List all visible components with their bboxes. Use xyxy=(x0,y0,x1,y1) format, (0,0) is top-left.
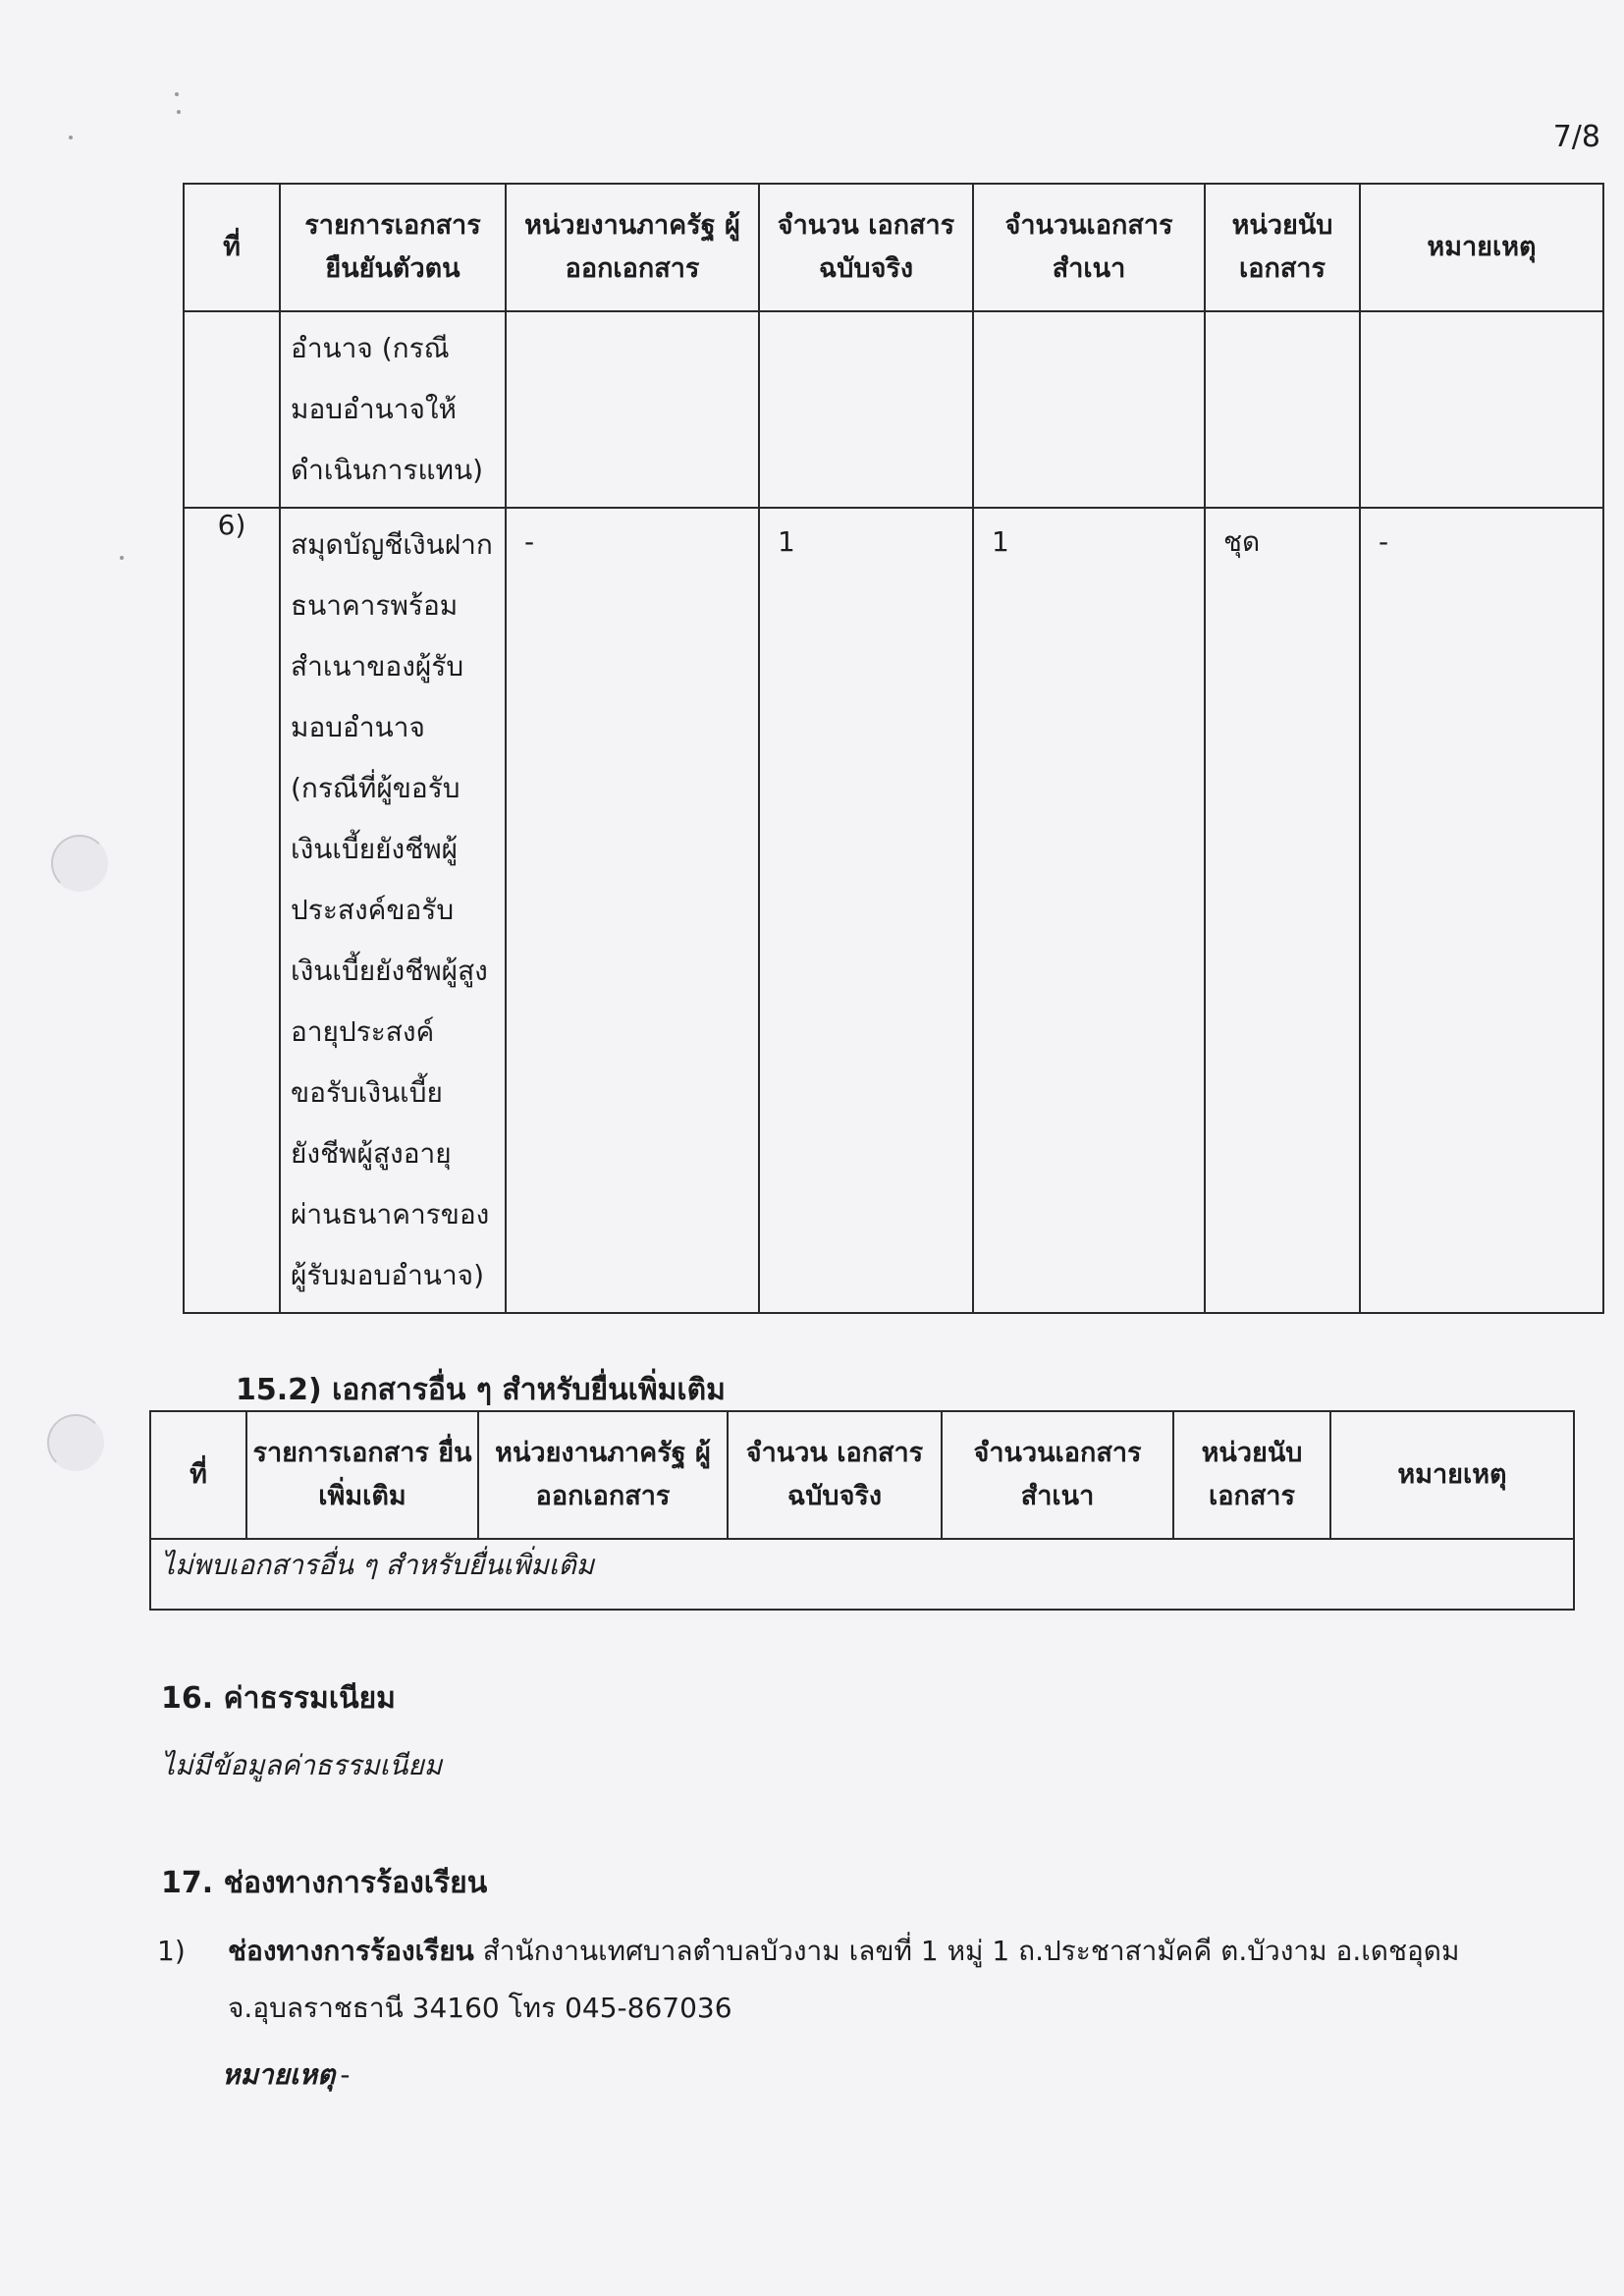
col-header-original: จำนวน เอกสาร ฉบับจริง xyxy=(728,1411,942,1539)
identity-documents-table xyxy=(183,183,1604,1314)
remark-value: - xyxy=(1379,525,1389,558)
cell-original xyxy=(759,311,973,508)
table-row-empty xyxy=(150,1539,1574,1610)
copies-count: 1 xyxy=(992,525,1009,558)
empty-cell xyxy=(150,1539,1574,1610)
complaint-item-number: 1) xyxy=(157,1935,186,1967)
cell-remark xyxy=(1360,311,1603,508)
cell-item xyxy=(280,508,506,1313)
item-text: อำนาจ (กรณีมอบอำนาจให้ดำเนินการแทน) xyxy=(291,332,484,486)
original-count: 1 xyxy=(778,525,795,558)
cell-original xyxy=(759,508,973,1313)
col-header-remark: หมายเหตุ xyxy=(1330,1411,1574,1539)
col-header-item: รายการเอกสาร ยืนยันตัวตน xyxy=(280,184,506,311)
col-header-item: รายการเอกสาร ยื่นเพิ่มเติม xyxy=(246,1411,478,1539)
col-header-agency: หน่วยงานภาครัฐ ผู้ออกเอกสาร xyxy=(478,1411,728,1539)
col-header-remark: หมายเหตุ xyxy=(1360,184,1603,311)
cell-agency xyxy=(506,508,759,1313)
empty-message: ไม่พบเอกสารอื่น ๆ สำหรับยื่นเพิ่มเติม xyxy=(161,1549,595,1581)
col-header-agency: หน่วยงานภาครัฐ ผู้ออกเอกสาร xyxy=(506,184,759,311)
cell-unit xyxy=(1205,311,1360,508)
col-header-no: ที่ xyxy=(150,1411,246,1539)
col-header-unit: หน่วยนับ เอกสาร xyxy=(1205,184,1360,311)
item-text: สมุดบัญชีเงินฝากธนาคารพร้อมสำเนาของผู้รับมอบอำนาจ (กรณีที่ผู้ขอรับเงินเบี้ยยังชีพผู้ประสงค์ขอรับเงินเบี้ยยังชีพผู้สูงอายุประสงค์ขอรับเงินเบี้ยยังชีพผู้สูงอายุผ่านธนาคารของผู้รับมอบอำนาจ) xyxy=(291,528,493,1291)
section-17-title: 17. ช่องทางการร้องเรียน xyxy=(161,1866,488,1900)
additional-documents-table xyxy=(149,1410,1575,1611)
complaint-address-line2: จ.อุบลราชธานี 34160 โทร 045-867036 xyxy=(228,1992,732,2024)
remark-dash: - xyxy=(340,2058,351,2091)
col-header-no: ที่ xyxy=(184,184,280,311)
cell-agency xyxy=(506,311,759,508)
complaint-address: สำนักงานเทศบาลตำบลบัวงาม เลขที่ 1 หมู่ 1 ถ.ประชาสามัคคี ต.บัวงาม อ.เดชอุดม xyxy=(482,1935,1460,1967)
table-row xyxy=(184,508,1603,1313)
scan-speck xyxy=(177,110,181,114)
scan-speck xyxy=(175,92,179,96)
col-header-original: จำนวน เอกสาร ฉบับจริง xyxy=(759,184,973,311)
col-header-unit: หน่วยนับ เอกสาร xyxy=(1173,1411,1330,1539)
col-header-copies: จำนวนเอกสาร สำเนา xyxy=(942,1411,1173,1539)
complaint-remark xyxy=(222,2047,350,2104)
complaint-label: ช่องทางการร้องเรียน xyxy=(228,1935,474,1967)
fee-note: ไม่มีข้อมูลค่าธรรมเนียม xyxy=(161,1749,443,1781)
remark-label: หมายเหตุ xyxy=(222,2058,336,2091)
col-header-copies: จำนวนเอกสาร สำเนา xyxy=(973,184,1205,311)
cell-no: 6) xyxy=(184,508,280,1313)
punch-hole xyxy=(47,1414,104,1471)
punch-hole xyxy=(51,835,108,892)
scan-speck xyxy=(120,556,124,560)
page-number: 7/8 xyxy=(1552,120,1600,154)
cell-item xyxy=(280,311,506,508)
cell-copies xyxy=(973,311,1205,508)
table-row xyxy=(184,311,1603,508)
unit-value: ชุด xyxy=(1223,525,1261,558)
cell-no xyxy=(184,311,280,508)
scan-speck xyxy=(69,136,73,139)
section-15-2-title: 15.2) เอกสารอื่น ๆ สำหรับยื่นเพิ่มเติม xyxy=(236,1373,726,1407)
complaint-item xyxy=(228,1923,1602,2037)
cell-remark xyxy=(1360,508,1603,1313)
cell-copies xyxy=(973,508,1205,1313)
cell-unit xyxy=(1205,508,1360,1313)
agency-value: - xyxy=(524,525,535,558)
section-16-title: 16. ค่าธรรมเนียม xyxy=(161,1681,396,1716)
table-header-row xyxy=(184,184,1603,311)
table-header-row xyxy=(150,1411,1574,1539)
